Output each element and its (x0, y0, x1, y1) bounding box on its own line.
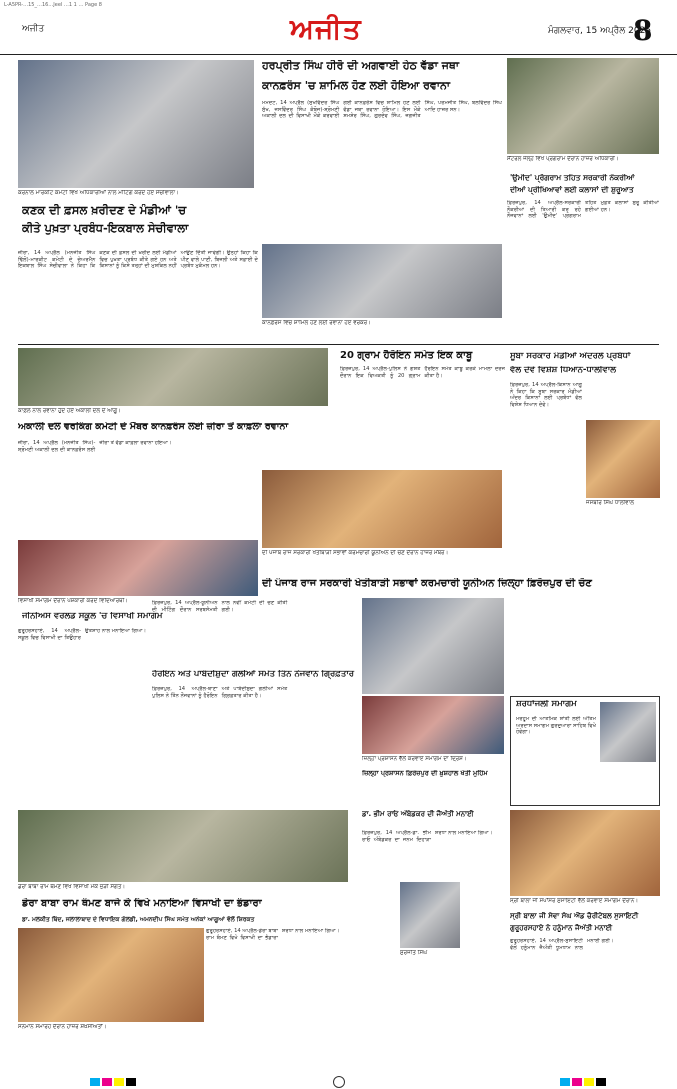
black-swatch (596, 1078, 606, 1086)
headline-mandi-2: ਕੀਤੇ ਪੁਖ਼ਤਾ ਪ੍ਰਬੰਧ-ਇਕਬਾਲ ਸੇਚੀਵਾਲਾ (22, 222, 189, 235)
body-harpreet: ਮਮਦੋਟ, 14 ਅਪ੍ਰੈਲ (ਸੁਖਵਿੰਦਰ ਸਿੰਘ ਸੁੱਖ, ਜਸਵਿੰਦਰ ਸਿੰਘ ਕੰਬੋਜ)-ਸ਼੍ਰੋਮਣੀ ਅਕਾਲੀ ਦਲ ਦੀ ਵਿਸਾਖੀ ਮੌਕੇ ਕਰਵਾਈ ਗਈ ਕਾਨਫ਼ਰੰਸ ਵਿਚ ਸ਼ਾਮਿਲ ਹੋਣ ਲਈ ਵੱਡਾ ਜਥਾ ਰਵਾਨਾ ਹੋਇਆ। ਇਸ ਮੌਕੇ ਸ਼ਮਸ਼ੇਰ ਸਿੰਘ, ਗੁਰਦੇਵ ਸਿੰਘ, ਜਗਜੀਤ ਸਿੰਘ, ਪਰਮਜੀਤ ਸਿੰਘ, ਬਲਵਿੰਦਰ ਸਿੰਘ ਆਦਿ ਹਾਜ਼ਰ ਸਨ। (262, 100, 502, 120)
headline-olympics: ਜ਼ਿਲ੍ਹਾ ਪ੍ਰਸ਼ਾਸਨ ਫ਼ਿਰੋਜ਼ਪੁਰ ਦੀ ਖ਼ੁਸ਼ਹਾਲ ਖੇਤੀ ਮੁਹਿੰਮ (362, 770, 488, 777)
photo-shradhanjali (600, 702, 656, 762)
body-ambedkar: ਫ਼ਿਰੋਜ਼ਪੁਰ, 14 ਅਪ੍ਰੈਲ-ਡਾ. ਭੀਮ ਰਾਓ ਅੰਬੇਡਕਰ ਦਾ ਜਨਮ ਦਿਹਾੜਾ ਸ਼ਰਧਾ ਨਾਲ ਮਨਾਇਆ ਗਿਆ। (362, 830, 493, 843)
photo-award (18, 928, 204, 1022)
headline-harpreet-1: ਹਰਪ੍ਰੀਤ ਸਿੰਘ ਹੀਰੋ ਦੀ ਅਗਵਾਈ ਹੇਠ ਵੱਡਾ ਜਥਾ (262, 60, 459, 72)
caption-buses: ਕਾਨਫ਼ਰੰਸ ਵਿਚ ਸ਼ਾਮਿਲ ਹੋਣ ਲਈ ਰਵਾਨਾ ਹੋਏ ਵਰਕਰ। (262, 320, 371, 326)
caption-dera: ਡੇਰਾ ਬਾਬਾ ਰਾਮ ਥੰਮਣ ਵਿਖੇ ਵਿਸਾਖੀ ਮੌਕੇ ਜੁੜੀ ਸੰਗਤ। (18, 884, 126, 890)
issue-date: ਮੰਗਲਵਾਰ, 15 ਅਪ੍ਰੈਲ 2025 (548, 26, 652, 36)
body-sports: ਗੁਰੂਹਰਸਹਾਏ, 14 ਅਪ੍ਰੈਲ-ਸੁਸਾਇਟੀ ਵੱਲੋਂ ਹਨੂੰਮਾਨ ਜੈਅੰਤੀ ਧੂਮਧਾਮ ਨਾਲ ਮਨਾਈ ਗਈ। (510, 938, 614, 951)
caption-union: ਦੀ ਪੰਜਾਬ ਰਾਜ ਸਰਕਾਰੀ ਖੇਤੀਬਾੜੀ ਸਭਾਵਾਂ ਕਰਮਚਾਰੀ ਯੂਨੀਅਨ ਦੀ ਚੋਣ ਦੌਰਾਨ ਹਾਜ਼ਰ ਮੈਂਬਰ। (262, 550, 449, 556)
headline-ambedkar: ਡਾ. ਭੀਮ ਰਾਓ ਅੰਬੇਡਕਰ ਦੀ ਜੈਅੰਤੀ ਮਨਾਈ (362, 810, 474, 818)
headline-harpreet-2: ਕਾਨਫ਼ਰੰਸ 'ਚ ਸ਼ਾਮਿਲ ਹੋਣ ਲਈ ਹੋਇਆ ਰਵਾਨਾ (262, 80, 451, 92)
body-heroin-arrest: ਫ਼ਿਰੋਜ਼ਪੁਰ, 14 ਅਪ੍ਰੈਲ-ਥਾਣਾ ਪੁਲਿਸ ਨੇ ਤਿੰਨ ਨੌਜਵਾਨਾਂ ਨੂੰ ਹੈਰੋਇਨ ਅਤੇ ਪਾਬੰਦੀਸ਼ੁਦਾ ਗੋਲੀਆਂ ਸਮੇਤ ਗ੍ਰਿਫ਼ਤਾਰ ਕੀਤਾ ਹੈ। (152, 686, 288, 699)
photo-workers (362, 598, 504, 694)
headline-school: ਜੀਨੀਅਸ ਵਰਲਡ ਸਕੂਲ 'ਚ ਵਿਸਾਖੀ ਸਮਾਗਮ (22, 612, 163, 621)
body-mandi: ਜ਼ੀਰਾ, 14 ਅਪ੍ਰੈਲ (ਮਨਜੀਤ ਸਿੰਘ ਢਿੱਲੋਂ)-ਮਾਰਕੀਟ ਕਮੇਟੀ ਦੇ ਚੇਅਰਮੈਨ ਇਕਬਾਲ ਸਿੰਘ ਸੇਚੀਵਾਲਾ ਨੇ ਕਿਹਾ ਕਿ ਕਣਕ ਦੀ ਫ਼ਸਲ ਦੀ ਖ਼ਰੀਦ ਲਈ ਮੰਡੀਆਂ ਵਿਚ ਪੁਖ਼ਤਾ ਪ੍ਰਬੰਧ ਕੀਤੇ ਗਏ ਹਨ ਅਤੇ ਕਿਸਾਨਾਂ ਨੂੰ ਕਿਸੇ ਤਰ੍ਹਾਂ ਦੀ ਮੁਸ਼ਕਿਲ ਨਹੀਂ ਆਉਣ ਦਿੱਤੀ ਜਾਵੇਗੀ। ਉਨ੍ਹਾਂ ਕਿਹਾ ਕਿ ਪੀਣ ਵਾਲੇ ਪਾਣੀ, ਬਿਜਲੀ ਅਤੇ ਸਫ਼ਾਈ ਦੇ ਪ੍ਰਬੰਧ ਮੁਕੰਮਲ ਹਨ। (18, 250, 258, 270)
photo-ambedkar-person (400, 882, 460, 948)
caption-akali-rally: ਕਾਫ਼ਲੇ ਨਾਲ ਰਵਾਨਾ ਹੁੰਦੇ ਹੋਏ ਅਕਾਲੀ ਦਲ ਦੇ ਆਗੂ। (18, 408, 121, 414)
headline-heroin-arrest: ਹੈਰੋਇਨ ਅਤੇ ਪਾਬੰਦੀਸ਼ੁਦਾ ਗੋਲੀਆਂ ਸਮੇਤ ਤਿੰਨ ਨੌਜਵਾਨ ਗ੍ਰਿਫ਼ਤਾਰ (152, 670, 355, 679)
yellow-swatch (114, 1078, 124, 1086)
body-dera: ਗੁਰੂਹਰਸਹਾਏ, 14 ਅਪ੍ਰੈਲ-ਡੇਰਾ ਬਾਬਾ ਰਾਮ ਥੰਮਣ ਵਿਖੇ ਵਿਸਾਖੀ ਦਾ ਭੰਡਾਰਾ ਸ਼ਰਧਾ ਨਾਲ ਮਨਾਇਆ ਗਿਆ। (206, 928, 340, 941)
yellow-swatch (584, 1078, 594, 1086)
caption-school: ਵਿਸਾਖੀ ਸਮਾਗਮ ਦੌਰਾਨ ਪੇਸ਼ਕਾਰੀ ਕਰਦੇ ਵਿਦਿਆਰਥੀ। (18, 598, 128, 604)
registration-mark (333, 1076, 345, 1088)
section-label: ਅਜੀਤ (22, 24, 45, 34)
headline-union: ਦੀ ਪੰਜਾਬ ਰਾਜ ਸਰਕਾਰੀ ਖੇਤੀਬਾੜੀ ਸਭਾਵਾਂ ਕਰਮਚਾਰੀ ਯੂਨੀਅਨ ਜ਼ਿਲ੍ਹਾ ਫ਼ਿਰੋਜ਼ਪੁਰ ਦੀ ਚੋਣ (262, 578, 592, 589)
photo-dera (18, 810, 348, 882)
photo-school-girls (18, 540, 258, 596)
photo-buses (262, 244, 502, 318)
magenta-swatch (572, 1078, 582, 1086)
headline-sports-2: ਗੁਰੂਹਰਸਹਾਏ ਨੇ ਹਨੂੰਮਾਨ ਜੈਅੰਤੀ ਮਨਾਈ (510, 924, 613, 932)
caption-sports: ਸ੍ਰੀ ਬਾਲਾ ਜੀ ਸਪਾਂਸਰ ਸੁਸਾਇਟੀ ਵੱਲੋਂ ਕਰਵਾਏ ਸਮਾਗਮ ਦੌਰਾਨ। (510, 898, 639, 904)
headline-umeed-2: ਦੀਆਂ ਪ੍ਰੀਖਿਆਵਾਂ ਲਈ ਕਲਾਸਾਂ ਦੀ ਸ਼ੁਰੂਆਤ (510, 186, 634, 194)
body-umeed: ਫ਼ਿਰੋਜ਼ਪੁਰ, 14 ਅਪ੍ਰੈਲ-ਸਰਕਾਰੀ ਨੌਕਰੀਆਂ ਦੀ ਤਿਆਰੀ ਕਰ ਰਹੇ ਨੌਜਵਾਨਾਂ ਲਈ 'ਉਮੀਦ' ਪ੍ਰੋਗਰਾਮ ਤਹਿਤ ਮੁਫ਼ਤ ਕਲਾਸਾਂ ਸ਼ੁਰੂ ਕੀਤੀਆਂ ਗਈਆਂ ਹਨ। (507, 200, 659, 220)
caption-award: ਸਨਮਾਨ ਸਮਾਰੋਹ ਦੌਰਾਨ ਹਾਜ਼ਰ ਸ਼ਖ਼ਸੀਅਤਾਂ। (18, 1024, 107, 1030)
caption-umeed: ਸੈਂਟਰਲ ਜੇਲ੍ਹ ਵਿਖੇ ਪ੍ਰੋਗਰਾਮ ਦੌਰਾਨ ਹਾਜ਼ਰ ਅਧਿਕਾਰੀ। (507, 156, 619, 162)
caption-olympics: ਜ਼ਿਲ੍ਹਾ ਪ੍ਰਸ਼ਾਸਨ ਵੱਲੋਂ ਕਰਵਾਏ ਸਮਾਗਮ ਦਾ ਦ੍ਰਿਸ਼। (362, 756, 467, 762)
headline-shradhanjali: ਸ਼ਰਧਾਂਜਲੀ ਸਮਾਗਮ (516, 700, 577, 709)
photo-umeed (507, 58, 659, 154)
black-swatch (126, 1078, 136, 1086)
headline-umeed-1: 'ਉਮੀਦ' ਪ੍ਰੋਗਰਾਮ ਤਹਿਤ ਸਰਕਾਰੀ ਨੌਕਰੀਆਂ (510, 174, 635, 182)
caption-dhaliwal: ਜਸਬੀਰ ਸਿੰਘ ਧਾਲੀਵਾਲ (586, 500, 634, 506)
magenta-swatch (102, 1078, 112, 1086)
headline-akali-rally: ਅਕਾਲੀ ਦਲ ਵਰਕਿੰਗ ਕਮੇਟੀ ਦੇ ਮੈਂਬਰ ਕਾਨਫ਼ਰੰਸ ਲਈ ਜ਼ੀਰਾ ਤੋਂ ਕਾਫ਼ਲਾ ਰਵਾਨਾ (18, 422, 289, 432)
photo-olympics (362, 696, 504, 754)
body-school: ਗੁਰੂਹਰਸਹਾਏ, 14 ਅਪ੍ਰੈਲ-ਸਕੂਲ ਵਿਚ ਵਿਸਾਖੀ ਦਾ ਤਿਉਹਾਰ ਉਤਸ਼ਾਹ ਨਾਲ ਮਨਾਇਆ ਗਿਆ। (18, 628, 147, 641)
photo-union (262, 470, 502, 548)
headline-sports-1: ਸ੍ਰੀ ਬਾਲਾ ਜੀ ਸੇਵਾ ਸੰਘ ਐਂਡ ਚੈਰੀਟੇਬਲ ਸੁਸਾਇਟੀ (510, 912, 639, 920)
print-strip: L-A5PR-…15_…16…Jeel …1 1 … Page 8 (4, 2, 102, 8)
body-subha: ਫ਼ਿਰੋਜ਼ਪੁਰ, 14 ਅਪ੍ਰੈਲ-ਕਿਸਾਨ ਆਗੂ ਨੇ ਕਿਹਾ ਕਿ ਸੂਬਾ ਸਰਕਾਰ ਮੰਡੀਆਂ ਅੰਦਰ ਕਿਸਾਨਾਂ ਲਈ ਪ੍ਰਬੰਧਾਂ ਵੱਲ ਵਿਸ਼ੇਸ਼ ਧਿਆਨ ਦੇਵੇ। (510, 382, 582, 408)
headline-heroin: 20 ਗ੍ਰਾਮ ਹੈਰੋਇਨ ਸਮੇਤ ਇਕ ਕਾਬੂ (340, 350, 473, 361)
page-number: 8 (633, 14, 653, 47)
photo-dhaliwal (586, 420, 660, 498)
body-shradhanjali: ਮਰਹੂਮ ਦੀ ਆਤਮਿਕ ਸ਼ਾਂਤੀ ਲਈ ਅੰਤਿਮ ਅਰਦਾਸ ਸਮਾਗਮ ਗੁਰਦੁਆਰਾ ਸਾਹਿਬ ਵਿਖੇ ਹੋਵੇਗਾ। (516, 716, 596, 736)
headline-dera: ਡੇਰਾ ਬਾਬਾ ਰਾਮ ਥੰਮਣ ਬਾਜੇ ਕੇ ਵਿਖੇ ਮਨਾਇਆ ਵਿਸਾਖੀ ਦਾ ਭੰਡਾਰਾ (22, 898, 262, 909)
subhead-dera: ਡਾ. ਮਲਕੀਤ ਥਿੰਦ, ਜਲਾਲਾਬਾਦ ਦੇ ਵਿਧਾਇਕ ਗੋਲਡੀ, ਅਮਨਦੀਪ ਸਿੰਘ ਸਮੇਤ ਅਨੇਕਾਂ ਆਗੂਆਂ ਵੱਲੋਂ ਸ਼ਿਰਕਤ (22, 916, 255, 923)
headline-mandi-1: ਕਣਕ ਦੀ ਫ਼ਸਲ ਖ਼ਰੀਦਣ ਦੇ ਮੰਡੀਆਂ 'ਚ (22, 204, 187, 217)
headline-subha-1: ਸੂਬਾ ਸਰਕਾਰ ਮੰਡੀਆਂ ਅੰਦਰਲੇ ਪ੍ਰਬੰਧਾਂ (510, 352, 631, 361)
cyan-swatch (90, 1078, 100, 1086)
photo-akali-rally (18, 348, 328, 406)
cyan-swatch (560, 1078, 570, 1086)
caption-mandi: ਕਰਨਾਲ ਮਾਰਕੀਟ ਕਮੇਟੀ ਵਿਖੇ ਅਧਿਕਾਰੀਆਂ ਨਾਲ ਮੀਟਿੰਗ ਕਰਦੇ ਹੋਏ ਸੇਚੀਵਾਲਾ। (18, 190, 179, 196)
caption-ambedkar: ਸੁਰਜੀਤ ਸਿੰਘ (400, 950, 428, 956)
masthead (0, 12, 677, 55)
body-heroin: ਫ਼ਿਰੋਜ਼ਪੁਰ, 14 ਅਪ੍ਰੈਲ-ਪੁਲਿਸ ਨੇ ਗਸ਼ਤ ਦੌਰਾਨ ਇਕ ਵਿਅਕਤੀ ਨੂੰ 20 ਗ੍ਰਾਮ ਹੈਰੋਇਨ ਸਮੇਤ ਕਾਬੂ ਕਰਕੇ ਮਾਮਲਾ ਦਰਜ ਕੀਤਾ ਹੈ। (340, 366, 505, 379)
photo-sports (510, 810, 660, 896)
photo-meeting (18, 60, 254, 188)
body-akali-rally: ਜ਼ੀਰਾ, 14 ਅਪ੍ਰੈਲ (ਮਨਜੀਤ ਸਿੰਘ)-ਸ਼੍ਰੋਮਣੀ ਅਕਾਲੀ ਦਲ ਦੀ ਕਾਨਫ਼ਰੰਸ ਲਈ ਜ਼ੀਰਾ ਤੋਂ ਵੱਡਾ ਕਾਫ਼ਲਾ ਰਵਾਨਾ ਹੋਇਆ। (18, 440, 172, 453)
newspaper-logo: ਅਜੀਤ (290, 12, 362, 45)
headline-subha-2: ਵੱਲ ਦੇਵੇ ਵਿਸ਼ੇਸ਼ ਧਿਆਨ-ਧਾਲੀਵਾਲ (510, 366, 617, 375)
divider (18, 344, 659, 345)
body-union: ਫ਼ਿਰੋਜ਼ਪੁਰ, 14 ਅਪ੍ਰੈਲ-ਯੂਨੀਅਨ ਦੀ ਮੀਟਿੰਗ ਦੌਰਾਨ ਸਰਬਸੰਮਤੀ ਨਾਲ ਨਵੀਂ ਕਮੇਟੀ ਦੀ ਚੋਣ ਕੀਤੀ ਗਈ। (152, 600, 288, 613)
